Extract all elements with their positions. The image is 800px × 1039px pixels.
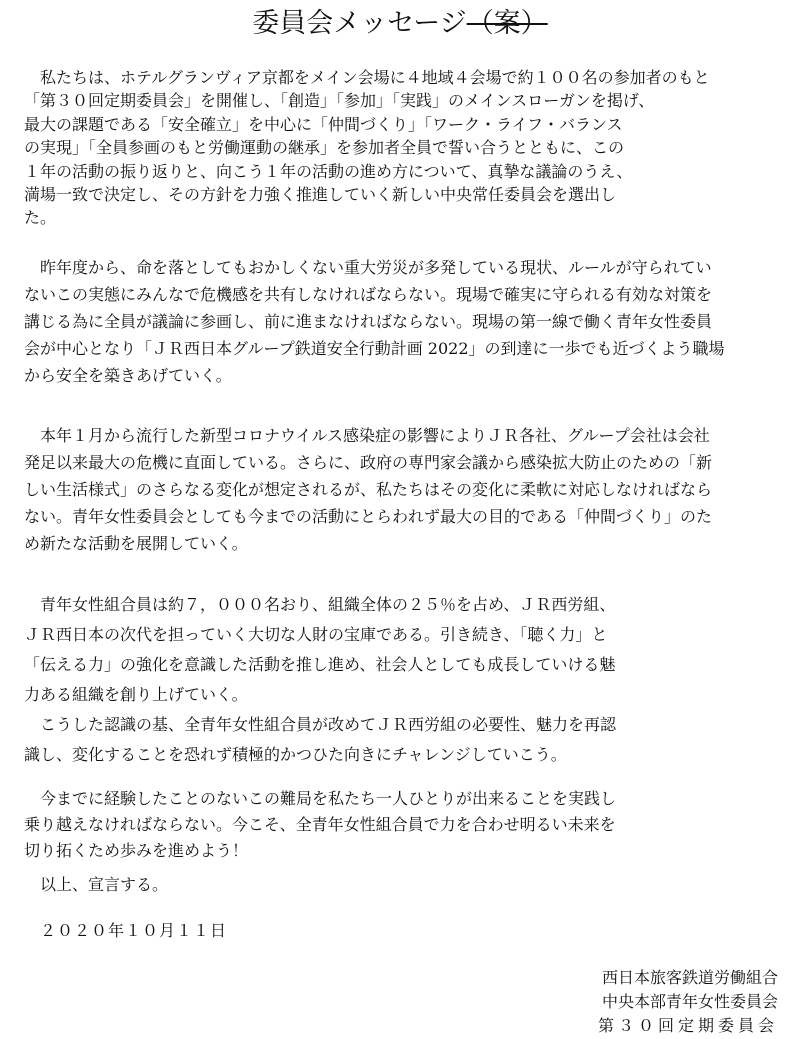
paragraph-line: 「第３０回定期委員会」を開催し、「創造」「参加」「実践」のメインスローガンを掲げ、 [24, 91, 655, 111]
document-date: ２０２０年１０月１１日 [40, 921, 228, 940]
paragraph-line: から安全を築きあげていく。 [24, 366, 232, 385]
paragraph-line: 乗り越えなければならない。今こそ、全青年女性組合員で力を合わせ明るい未来を [24, 815, 616, 834]
signature-block [598, 966, 778, 1038]
paragraph-line: ＪＲ西日本の次代を担っていく大切な人財の宝庫である。引き続き、「聴く力」と [24, 625, 608, 644]
paragraph-line: ない。青年女性委員会としても今までの活動にとらわれず最大の目的である「仲間づくり」のた [24, 507, 713, 526]
signature-committee: 中央本部青年女性委員会 [601, 992, 778, 1011]
paragraph-line: 本年１月から流行した新型コロナウイルス感染症の影響によりＪＲ各社、グループ会社は会社 [24, 426, 710, 445]
paragraph-line: の実現」「全員参画のもと労働運動の継承」を参加者全員で誓い合うとともに、この [24, 138, 625, 158]
paragraph-line: 講じる為に全員が議論に参画し、前に進まなければならない。現場の第一線で働く青年女性委員 [24, 312, 713, 331]
paragraph-4 [24, 590, 776, 770]
paragraph-line: 今までに経験したことのないこの難局を私たち一人ひとりが出来ることを実践し [24, 789, 617, 808]
paragraph-line: 「伝える力」の強化を意識した活動を推し進め、社会人としても成長していける魅 [24, 655, 616, 674]
title-draft-mark-struck: （案） [466, 8, 548, 39]
paragraph-line: 力ある組織を創り上げていく。 [24, 685, 248, 704]
paragraph-line: た。 [24, 208, 57, 228]
paragraph-line: しい生活様式」のさらなる変化が想定されるが、私たちはその変化に柔軟に対応しなければなら [24, 480, 713, 499]
paragraph-line: 昨年度から、命を落としてもおかしくない重大労災が多発している現状、ルールが守られてい [24, 258, 712, 277]
paragraph-3 [24, 422, 776, 557]
document-title [0, 6, 800, 42]
paragraph-line: １年の活動の振り返りと、向こう１年の活動の進め方について、真摯な議論のうえ、 [24, 161, 633, 181]
paragraph-5 [24, 786, 776, 864]
paragraph-line: 発足以来最大の危機に直面している。さらに、政府の専門家会議から感染拡大防止のための「新 [24, 453, 713, 472]
paragraph-line: 最大の課題である「安全確立」を中心に「仲間づくり」「ワーク・ライフ・バランス [24, 114, 623, 134]
paragraph-line: こうした認識の基、全青年女性組合員が改めてＪＲ西労組の必要性、魅力を再認 [24, 715, 617, 734]
paragraph-line: 識し、変化することを恐れず積極的かつひた向きにチャレンジしていこう。 [24, 745, 567, 764]
paragraph-line: 私たちは、ホテルグランヴィア京都をメイン会場に４地域４会場で約１００名の参加者のもと [24, 68, 710, 87]
signature-organization: 西日本旅客鉄道労働組合 [601, 968, 778, 987]
paragraph-2 [24, 254, 776, 389]
paragraph-line: 会が中心となり「ＪＲ西日本グループ鉄道安全行動計画 2022」の到達に一歩でも近づくよう職場 [24, 339, 725, 358]
paragraph-1 [24, 66, 776, 230]
closing-declaration: 以上、宣言する。 [40, 875, 169, 894]
paragraph-line: 青年女性組合員は約７，０００名おり、組織全体の２５％を占め、ＪＲ西労組、 [24, 595, 616, 614]
paragraph-line: 切り拓くため歩みを進めよう！ [24, 841, 249, 860]
paragraph-line: ないこの実態にみんなで危機感を共有しなければならない。現場で確実に守られる有効な対策を [24, 285, 713, 304]
paragraph-line: 満場一致で決定し、その方針を力強く推進していく新しい中央常任委員会を選出し [24, 184, 617, 204]
title-main: 委員会メッセージ [252, 8, 467, 39]
paragraph-line: め新たな活動を展開していく。 [24, 534, 248, 553]
signature-meeting: 第３０回定期委員会 [597, 1016, 778, 1035]
